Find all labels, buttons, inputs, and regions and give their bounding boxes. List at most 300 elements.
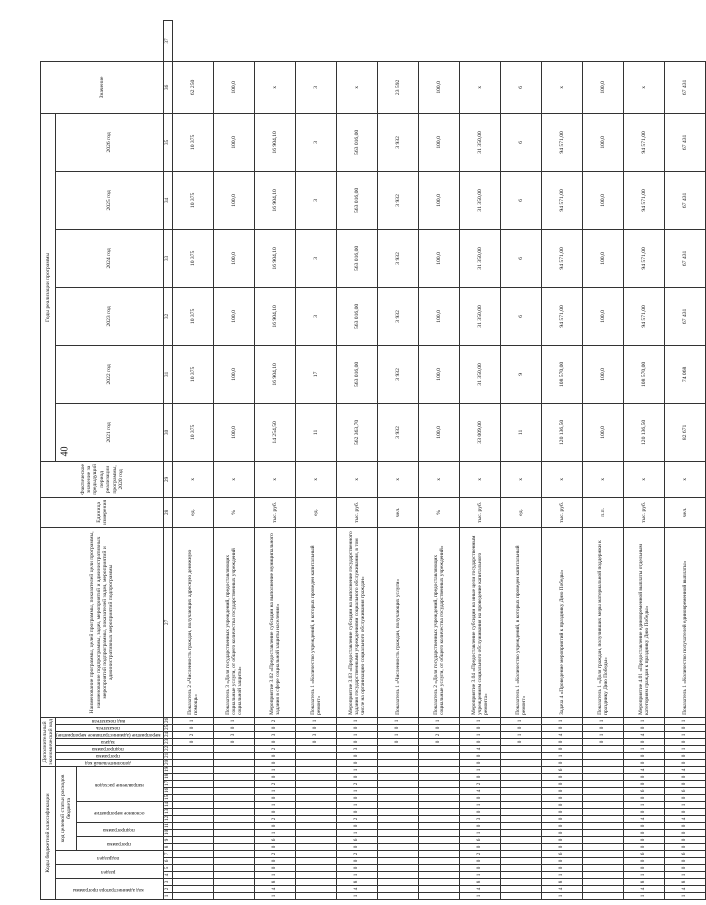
code-cell bbox=[418, 823, 459, 830]
code-cell: 1 bbox=[582, 717, 623, 724]
code-cell: 0 bbox=[459, 774, 500, 781]
code-cell: 0 bbox=[172, 724, 213, 731]
row-final-value: х bbox=[254, 61, 295, 113]
row-year-value: 10 375 bbox=[172, 345, 213, 403]
row-year-value: 94 571,00 bbox=[541, 229, 582, 287]
row-year-value: 14 254,50 bbox=[254, 403, 295, 461]
code-cell bbox=[295, 795, 336, 802]
code-cell: 0 bbox=[172, 738, 213, 745]
code-cell: 0 bbox=[541, 781, 582, 788]
row-base-value: х bbox=[418, 461, 459, 497]
header-ek-task: задача bbox=[101, 738, 116, 745]
code-cell: 0 bbox=[336, 865, 377, 872]
column-number: 27 bbox=[163, 527, 172, 717]
code-cell bbox=[582, 893, 623, 900]
code-cell: 2 bbox=[418, 731, 459, 738]
code-cell: 1 bbox=[541, 872, 582, 879]
code-cell bbox=[295, 879, 336, 886]
column-number: 17 bbox=[163, 781, 172, 788]
header-extra-code: Дополнительный экономический код bbox=[41, 719, 54, 765]
code-cell bbox=[172, 879, 213, 886]
code-cell bbox=[172, 816, 213, 823]
row-final-value: х bbox=[459, 61, 500, 113]
header-ek-indicator: показатель bbox=[96, 724, 121, 731]
code-cell: 1 bbox=[623, 872, 664, 879]
code-cell: 0 bbox=[254, 858, 295, 865]
header-target-article: код целевой статьи расходов бюджета bbox=[56, 766, 77, 850]
header-ek-kind: вид показателя bbox=[91, 717, 125, 724]
table-row bbox=[295, 21, 336, 900]
code-cell: 1 bbox=[459, 731, 500, 738]
code-cell bbox=[582, 781, 623, 788]
row-year-value: 100,0 bbox=[418, 287, 459, 345]
code-cell bbox=[172, 858, 213, 865]
row-base-value: х bbox=[377, 461, 418, 497]
code-cell bbox=[582, 886, 623, 893]
row-name: Мероприятие 3.03 «Предоставление субсидии на выполнение государственного задания государственными учреждениями социального обслуживания, в том числе на организацию социального обслуживания граждан» bbox=[336, 527, 377, 717]
code-cell: 0 bbox=[541, 816, 582, 823]
code-cell: 4 bbox=[459, 788, 500, 795]
table-row bbox=[336, 21, 377, 900]
row-year-value: 100,0 bbox=[213, 345, 254, 403]
code-cell bbox=[295, 802, 336, 809]
code-cell bbox=[418, 893, 459, 900]
code-cell bbox=[213, 759, 254, 766]
header-program: программа bbox=[107, 841, 131, 848]
code-cell bbox=[582, 816, 623, 823]
code-cell bbox=[582, 745, 623, 752]
row-year-value: 31 350,00 bbox=[459, 229, 500, 287]
row-year-value: 3 bbox=[295, 113, 336, 171]
code-cell bbox=[213, 745, 254, 752]
code-cell bbox=[418, 851, 459, 858]
header-ek-event: мероприятие (административное мероприятие) bbox=[56, 731, 161, 738]
row-year-value: 10 375 bbox=[172, 403, 213, 461]
code-cell: 1 bbox=[336, 872, 377, 879]
header-event-direction: направление расходов bbox=[94, 781, 144, 788]
column-number: 29 bbox=[163, 461, 172, 497]
code-cell bbox=[172, 844, 213, 851]
row-name: Мероприятие 3.04 «Предоставление субсидии на иные цели государственным учреждениям социального обслуживания на проведение капитального ремонта» bbox=[459, 527, 500, 717]
code-cell bbox=[500, 802, 541, 809]
code-cell bbox=[295, 745, 336, 752]
code-cell: 4 bbox=[459, 745, 500, 752]
code-cell bbox=[377, 809, 418, 816]
code-cell: 0 bbox=[623, 837, 664, 844]
code-cell: 1 bbox=[664, 872, 705, 879]
column-number: 10 bbox=[163, 830, 172, 837]
code-cell bbox=[172, 809, 213, 816]
row-name: Показатель 2 «Доля государственных учреждений, предоставляющих социальные услуги, от общего количества государственных учреждений» bbox=[418, 527, 459, 717]
row-unit: чел. bbox=[664, 497, 705, 527]
code-cell bbox=[295, 844, 336, 851]
code-cell: 0 bbox=[500, 724, 541, 731]
code-cell bbox=[295, 886, 336, 893]
row-unit: тыс. руб. bbox=[623, 497, 664, 527]
code-cell bbox=[582, 844, 623, 851]
code-cell bbox=[377, 759, 418, 766]
code-cell bbox=[582, 837, 623, 844]
header-name: Наименование программы, целей программы, показателей цели программы, наименование подпрограммы, задач, мероприятий и административных мероприятий подпрограммы, показателей задач, мероприятий и административных мероприятий подпрограммы bbox=[41, 527, 164, 717]
code-cell: 1 bbox=[500, 717, 541, 724]
header-final: Значение bbox=[41, 61, 164, 113]
row-year-value: 94 571,00 bbox=[541, 287, 582, 345]
code-cell bbox=[500, 745, 541, 752]
header-year-2026: 2026 год bbox=[56, 113, 164, 171]
code-cell: 0 bbox=[541, 802, 582, 809]
code-cell: 0 bbox=[623, 759, 664, 766]
row-year-value: 100,0 bbox=[582, 403, 623, 461]
code-cell: 4 bbox=[623, 731, 664, 738]
row-base-value: х bbox=[582, 461, 623, 497]
row-year-value: 33 009,00 bbox=[459, 403, 500, 461]
code-cell: 1 bbox=[418, 717, 459, 724]
code-cell: 2 bbox=[254, 816, 295, 823]
row-year-value: 100,0 bbox=[213, 171, 254, 229]
row-final-value: 3 bbox=[295, 61, 336, 113]
code-cell: 8 bbox=[336, 879, 377, 886]
code-cell bbox=[582, 795, 623, 802]
code-cell bbox=[500, 788, 541, 795]
row-year-value: 31 350,00 bbox=[459, 287, 500, 345]
row-name: Мероприятие 3.02 «Предоставление субсидии на выполнение муниципального задания в сфере социальной защиты населения» bbox=[254, 527, 295, 717]
code-cell: 0 bbox=[664, 823, 705, 830]
row-final-value: 6 bbox=[500, 61, 541, 113]
row-name: Показатель 1 «Доля граждан, получивших меры материальной поддержки к празднику Дню Победы» bbox=[582, 527, 623, 717]
code-cell bbox=[377, 795, 418, 802]
header-subsection: подраздел bbox=[97, 855, 120, 862]
column-number: 1 bbox=[163, 893, 172, 900]
code-cell bbox=[418, 830, 459, 837]
code-cell bbox=[377, 886, 418, 893]
code-cell bbox=[172, 795, 213, 802]
code-cell bbox=[295, 893, 336, 900]
code-cell: 1 bbox=[336, 830, 377, 837]
code-cell bbox=[172, 837, 213, 844]
code-cell: 1 bbox=[254, 788, 295, 795]
table-row bbox=[664, 21, 705, 900]
row-year-value: 100,0 bbox=[213, 113, 254, 171]
code-cell bbox=[172, 823, 213, 830]
code-cell: 8 bbox=[254, 879, 295, 886]
code-cell: 0 bbox=[541, 774, 582, 781]
code-cell bbox=[295, 851, 336, 858]
header-main-event: основное мероприятие bbox=[93, 809, 145, 816]
code-cell: 0 bbox=[254, 752, 295, 759]
code-cell: 4 bbox=[623, 766, 664, 773]
row-unit: ед. bbox=[295, 497, 336, 527]
row-year-value: 67 431 bbox=[664, 287, 705, 345]
code-cell: 0 bbox=[336, 759, 377, 766]
code-cell bbox=[295, 816, 336, 823]
code-cell bbox=[582, 865, 623, 872]
column-number: 24 bbox=[163, 731, 172, 738]
column-number: 26 bbox=[163, 717, 172, 724]
code-cell: 2 bbox=[172, 731, 213, 738]
column-number: 22 bbox=[163, 745, 172, 752]
code-cell bbox=[377, 781, 418, 788]
code-cell: 1 bbox=[500, 731, 541, 738]
row-unit: чел. bbox=[377, 497, 418, 527]
code-cell bbox=[582, 802, 623, 809]
code-cell bbox=[418, 809, 459, 816]
row-year-value: 100,0 bbox=[582, 229, 623, 287]
column-number: 23 bbox=[163, 738, 172, 745]
column-number: 37 bbox=[163, 21, 172, 62]
row-final-value: 67 431 bbox=[664, 61, 705, 113]
code-cell: 4 bbox=[623, 816, 664, 823]
code-cell: 0 bbox=[623, 752, 664, 759]
row-year-value: 17 bbox=[295, 345, 336, 403]
column-number: 30 bbox=[163, 403, 172, 461]
code-cell: 0 bbox=[664, 809, 705, 816]
code-cell bbox=[213, 872, 254, 879]
column-number: 32 bbox=[163, 287, 172, 345]
code-cell bbox=[172, 893, 213, 900]
code-cell: 2 bbox=[254, 717, 295, 724]
code-cell: 0 bbox=[459, 752, 500, 759]
code-cell: 0 bbox=[336, 795, 377, 802]
code-cell: 1 bbox=[664, 745, 705, 752]
row-year-value: 3 bbox=[295, 229, 336, 287]
row-unit: тыс. руб. bbox=[541, 497, 582, 527]
code-cell: 0 bbox=[664, 752, 705, 759]
row-year-value: 100,0 bbox=[213, 229, 254, 287]
code-cell: 0 bbox=[459, 795, 500, 802]
code-cell: 1 bbox=[336, 766, 377, 773]
column-number: 20 bbox=[163, 759, 172, 766]
code-cell: 0 bbox=[336, 809, 377, 816]
code-cell: 1 bbox=[541, 752, 582, 759]
code-cell: 0 bbox=[623, 823, 664, 830]
code-cell bbox=[172, 774, 213, 781]
code-cell: 2 bbox=[254, 745, 295, 752]
code-cell bbox=[418, 886, 459, 893]
code-cell bbox=[500, 752, 541, 759]
code-cell bbox=[172, 752, 213, 759]
code-cell: 6 bbox=[459, 837, 500, 844]
code-cell bbox=[582, 858, 623, 865]
code-cell: 4 bbox=[664, 766, 705, 773]
code-cell bbox=[500, 816, 541, 823]
code-cell bbox=[418, 816, 459, 823]
row-unit: тыс. руб. bbox=[459, 497, 500, 527]
row-base-value: х bbox=[254, 461, 295, 497]
row-unit: ед. bbox=[172, 497, 213, 527]
code-cell bbox=[213, 823, 254, 830]
table-row bbox=[582, 21, 623, 900]
code-cell: 0 bbox=[336, 858, 377, 865]
row-year-value: 16 904,10 bbox=[254, 287, 295, 345]
row-year-value: 67 431 bbox=[664, 171, 705, 229]
row-name: Показатель 1 «Количество получателей единовременной выплаты» bbox=[664, 527, 705, 717]
column-number-row bbox=[163, 21, 172, 900]
code-cell: 0 bbox=[541, 865, 582, 872]
header-ek-extra: дополнительный код bbox=[85, 759, 132, 766]
row-name: Показатель 2 «Численность граждан, получающих адресную денежную помощь» bbox=[172, 527, 213, 717]
code-cell: 1 bbox=[459, 893, 500, 900]
header-years-group: Годы реализации программы bbox=[41, 113, 56, 461]
code-cell bbox=[500, 830, 541, 837]
code-cell: 0 bbox=[459, 844, 500, 851]
code-cell bbox=[213, 837, 254, 844]
code-cell: 1 bbox=[336, 893, 377, 900]
code-cell bbox=[213, 830, 254, 837]
row-year-value: 3 932 bbox=[377, 171, 418, 229]
column-number: 4 bbox=[163, 872, 172, 879]
row-year-value: 3 bbox=[295, 171, 336, 229]
code-cell bbox=[172, 872, 213, 879]
code-cell: 1 bbox=[541, 893, 582, 900]
code-cell: 4 bbox=[623, 886, 664, 893]
code-cell bbox=[172, 766, 213, 773]
column-number: 25 bbox=[163, 724, 172, 731]
code-cell bbox=[213, 752, 254, 759]
code-cell: 1 bbox=[254, 802, 295, 809]
code-cell bbox=[500, 837, 541, 844]
code-cell: 0 bbox=[459, 858, 500, 865]
header-year-2024: 2024 год bbox=[56, 229, 164, 287]
row-year-value: 120 136,50 bbox=[541, 403, 582, 461]
code-cell bbox=[377, 802, 418, 809]
row-unit: ед. bbox=[500, 497, 541, 527]
code-cell: 1 bbox=[336, 717, 377, 724]
row-year-value: 10 375 bbox=[172, 229, 213, 287]
code-cell: 2 bbox=[336, 851, 377, 858]
code-cell: 0 bbox=[295, 738, 336, 745]
code-cell: 1 bbox=[664, 893, 705, 900]
row-year-value: 100,0 bbox=[418, 345, 459, 403]
code-cell bbox=[213, 774, 254, 781]
code-cell bbox=[377, 752, 418, 759]
code-cell bbox=[213, 893, 254, 900]
column-number: 33 bbox=[163, 229, 172, 287]
code-cell: 1 bbox=[541, 717, 582, 724]
code-cell bbox=[418, 802, 459, 809]
code-cell: 0 bbox=[541, 788, 582, 795]
code-cell: 1 bbox=[254, 766, 295, 773]
column-number: 31 bbox=[163, 345, 172, 403]
row-year-value: 94 571,00 bbox=[541, 113, 582, 171]
code-cell: 4 bbox=[459, 886, 500, 893]
code-cell: 1 bbox=[459, 872, 500, 879]
code-cell: 0 bbox=[459, 865, 500, 872]
code-cell: 0 bbox=[664, 837, 705, 844]
row-year-value: 563 016,00 bbox=[336, 287, 377, 345]
code-cell: 0 bbox=[664, 738, 705, 745]
row-unit: п.п. bbox=[582, 497, 623, 527]
code-cell: 0 bbox=[541, 823, 582, 830]
code-cell: 1 bbox=[459, 766, 500, 773]
code-cell: 0 bbox=[623, 844, 664, 851]
code-cell bbox=[213, 844, 254, 851]
row-year-value: 16 904,10 bbox=[254, 229, 295, 287]
code-cell: 4 bbox=[254, 886, 295, 893]
code-cell bbox=[500, 872, 541, 879]
code-cell: 0 bbox=[664, 724, 705, 731]
column-number: 36 bbox=[163, 61, 172, 113]
code-cell bbox=[295, 865, 336, 872]
row-year-value: 6 bbox=[500, 113, 541, 171]
row-base-value: х bbox=[500, 461, 541, 497]
code-cell: 0 bbox=[254, 809, 295, 816]
row-year-value: 11 bbox=[500, 403, 541, 461]
code-cell bbox=[500, 886, 541, 893]
code-cell bbox=[295, 830, 336, 837]
code-cell bbox=[418, 788, 459, 795]
row-year-value: 100,0 bbox=[418, 171, 459, 229]
code-cell bbox=[418, 752, 459, 759]
code-cell bbox=[500, 851, 541, 858]
code-cell: 0 bbox=[459, 809, 500, 816]
row-year-value: 67 431 bbox=[664, 113, 705, 171]
row-year-value: 563 016,00 bbox=[336, 171, 377, 229]
code-cell bbox=[500, 823, 541, 830]
code-cell: 1 bbox=[336, 731, 377, 738]
column-number: 21 bbox=[163, 752, 172, 759]
code-cell: 1 bbox=[623, 745, 664, 752]
code-cell bbox=[582, 788, 623, 795]
code-cell: 0 bbox=[336, 752, 377, 759]
code-cell: 0 bbox=[623, 774, 664, 781]
code-cell: 0 bbox=[664, 865, 705, 872]
code-cell: 0 bbox=[336, 823, 377, 830]
row-unit: тыс. руб. bbox=[336, 497, 377, 527]
code-cell bbox=[213, 802, 254, 809]
header-ek-program: программа bbox=[96, 752, 121, 759]
code-cell: 0 bbox=[459, 724, 500, 731]
code-cell bbox=[377, 766, 418, 773]
column-number: 16 bbox=[163, 788, 172, 795]
code-cell bbox=[295, 788, 336, 795]
code-cell bbox=[295, 858, 336, 865]
header-base-value: Фактическое значение за предыдущий период реализации программы, 2020 год bbox=[41, 461, 164, 497]
code-cell: 0 bbox=[254, 774, 295, 781]
row-base-value: х bbox=[295, 461, 336, 497]
code-cell: 2 bbox=[336, 781, 377, 788]
code-cell bbox=[295, 809, 336, 816]
code-cell bbox=[418, 844, 459, 851]
code-cell bbox=[582, 823, 623, 830]
table-row bbox=[418, 21, 459, 900]
code-cell: 0 bbox=[541, 837, 582, 844]
code-cell: 4 bbox=[664, 886, 705, 893]
code-cell: 0 bbox=[623, 795, 664, 802]
row-year-value: 10 375 bbox=[172, 171, 213, 229]
code-cell: 0 bbox=[254, 865, 295, 872]
row-final-value: 23 592 bbox=[377, 61, 418, 113]
code-cell: 0 bbox=[541, 844, 582, 851]
code-cell: 0 bbox=[213, 724, 254, 731]
code-cell bbox=[213, 851, 254, 858]
code-cell: 1 bbox=[336, 788, 377, 795]
row-year-value: 11 bbox=[295, 403, 336, 461]
row-year-value: 31 350,00 bbox=[459, 113, 500, 171]
code-cell bbox=[213, 886, 254, 893]
code-cell: 6 bbox=[541, 851, 582, 858]
code-cell bbox=[172, 865, 213, 872]
code-cell bbox=[295, 766, 336, 773]
code-cell bbox=[295, 837, 336, 844]
code-cell: 1 bbox=[254, 830, 295, 837]
row-final-value: 100,0 bbox=[418, 61, 459, 113]
code-cell bbox=[418, 872, 459, 879]
code-cell: 1 bbox=[254, 893, 295, 900]
column-number: 6 bbox=[163, 858, 172, 865]
column-number: 18 bbox=[163, 774, 172, 781]
code-cell: 8 bbox=[664, 879, 705, 886]
code-cell: 0 bbox=[254, 823, 295, 830]
